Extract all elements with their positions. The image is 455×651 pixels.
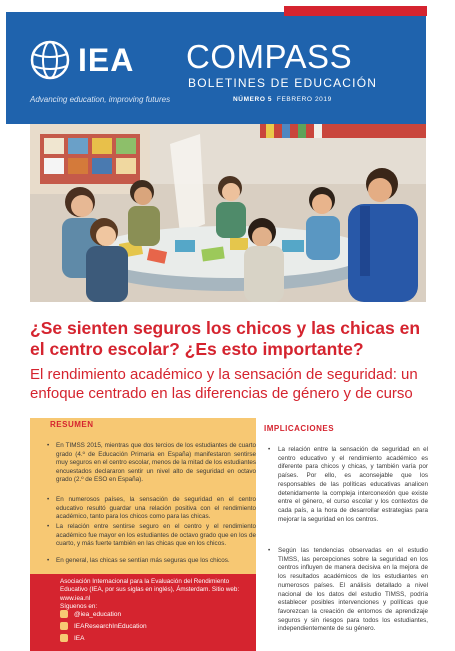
classroom-photo-illustration (30, 124, 426, 302)
implications-heading: IMPLICACIONES (264, 424, 335, 433)
summary-bullet: • En numerosos países, la sensación de seguridad en el centro educativo resultó guardar una relación positiva con el rendimiento académico, tanto para los chicos como para las chicas. (56, 496, 256, 522)
cover-photo (30, 124, 426, 302)
social-handle: IEA (74, 634, 85, 642)
summary-bullet: • En general, las chicas se sentían más seguras que los chicos. (56, 557, 256, 566)
issue-number: NÚMERO 5 (233, 96, 273, 103)
logo-wordmark: IEA (78, 41, 135, 78)
social-handle: IEAResearchInEducation (74, 622, 147, 630)
issue-date: FEBRERO 2019 (276, 96, 332, 103)
summary-header (30, 418, 256, 432)
issue-info (233, 96, 332, 103)
social-handle: @iea_education (74, 610, 122, 618)
social-linkedin[interactable] (60, 634, 84, 642)
social-twitter[interactable] (60, 610, 121, 618)
series-title: BOLETINES DE EDUCACIÓN (188, 76, 378, 90)
globe-logo-icon (30, 40, 70, 80)
article-subtitle: El rendimiento académico y la sensación de seguridad: un enfoque centrado en las diferencias de género y de curso (30, 366, 418, 402)
summary-bullet: • En TIMSS 2015, mientras que dos tercios de los estudiantes de cuarto grado (4.º de Educación Primaria en España) manifestaron sentirse muy seguros en el centro escolar, menos de la mitad de los estudiantes encuestados declararon sentir un nivel alto de seguridad en octavo grado (2.º de ESO en España). (56, 442, 256, 485)
contact-description: Asociación Internacional para la Evaluación del Rendimiento Educativo (IEA, por sus siglas en inglés), Ámsterdam. Sitio web: www.iea.nl (60, 578, 240, 602)
linkedin-icon (60, 634, 68, 642)
twitter-icon (60, 610, 68, 618)
publication-title: COMPASS (186, 38, 353, 75)
header-red-accent (284, 6, 427, 16)
contact-box (30, 574, 256, 651)
youtube-icon (60, 622, 68, 630)
implications-bullet: • La relación entre la sensación de seguridad en el centro educativo y el rendimiento académico es diferente para chicos y chicas, y también varía por países. Por ello, es aconsejable que los responsables de las políticas educativas analicen detenidamente la compleja interconexión que existe entre el género, el curso escolar y los contextos de cada país, a la hora de desarrollar estrategias para mejorar la seguridad en los centros. (278, 446, 428, 524)
implications-bullet: • Según las tendencias observadas en el estudio TIMSS, las percepciones sobre la seguridad en los centros influyen de manera decisiva en la mejora de los resultados académicos de los estudiantes en numerosos países. El análisis detallado a nivel nacional de los datos del estudio TIMSS, podría establecer posibles intervenciones y políticas que favorezcan la creación de entornos de aprendizaje seguros y sin riesgos para todos los estudiantes, independientemente de su género. (278, 547, 428, 634)
iea-logo (30, 40, 134, 80)
tagline: Advancing education, improving futures (30, 95, 171, 104)
summary-bullet: • La relación entre sentirse seguro en el centro y el rendimiento académico fue mayor en los estudiantes de octavo grado que en los de cuarto, y más fuerte también en las chicas que en los chicos. (56, 523, 256, 549)
contact-text (60, 578, 250, 611)
social-youtube[interactable] (60, 622, 147, 630)
follow-label: Síguenos en: (60, 602, 98, 610)
article-title: ¿Se sienten seguros los chicos y las chicas en el centro escolar? ¿Es esto importante? (30, 318, 421, 359)
summary-heading: RESUMEN (50, 420, 94, 429)
